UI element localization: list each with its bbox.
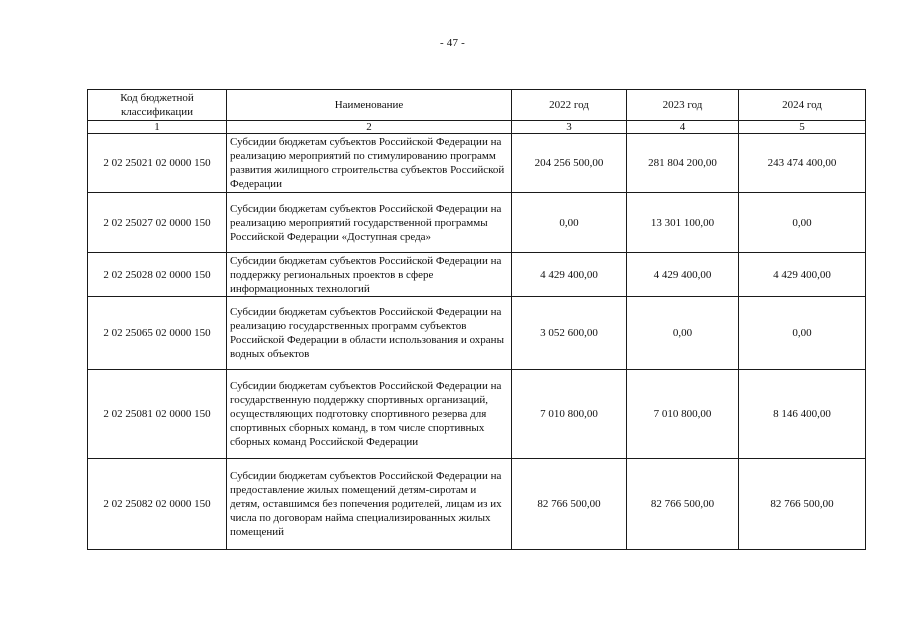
name-cell: Субсидии бюджетам субъектов Российской Федерации на государственную поддержку спортивных организаций, осуществляющих подготовку спортивного резерва для спортивных сборных команд, в том числе спортивных сборных команд Российской Федерации (227, 370, 512, 459)
budget-code-cell: 2 02 25082 02 0000 150 (88, 459, 227, 550)
name-cell: Субсидии бюджетам субъектов Российской Федерации на реализацию мероприятий по стимулированию программ развития жилищного строительства субъектов Российской Федерации (227, 134, 512, 193)
amount-2023-cell: 7 010 800,00 (627, 370, 739, 459)
table-row (88, 134, 866, 193)
amount-2022-cell: 82 766 500,00 (512, 459, 627, 550)
table-row (88, 253, 866, 297)
amount-2024-cell: 8 146 400,00 (739, 370, 866, 459)
budget-code-cell: 2 02 25081 02 0000 150 (88, 370, 227, 459)
amount-2023-cell: 0,00 (627, 297, 739, 370)
name-cell: Субсидии бюджетам субъектов Российской Федерации на поддержку региональных проектов в сфере информационных технологий (227, 253, 512, 297)
amount-2024-cell: 243 474 400,00 (739, 134, 866, 193)
table-row (88, 459, 866, 550)
amount-2024-cell: 0,00 (739, 297, 866, 370)
table-row (88, 297, 866, 370)
amount-2024-cell: 4 429 400,00 (739, 253, 866, 297)
name-cell: Субсидии бюджетам субъектов Российской Федерации на реализацию государственных программ субъектов Российской Федерации в области использования и охраны водных объектов (227, 297, 512, 370)
column-number-row (88, 121, 866, 134)
amount-2023-cell: 13 301 100,00 (627, 193, 739, 253)
amount-2023-cell: 4 429 400,00 (627, 253, 739, 297)
column-number: 4 (627, 121, 739, 134)
amount-2022-cell: 0,00 (512, 193, 627, 253)
budget-code-cell: 2 02 25028 02 0000 150 (88, 253, 227, 297)
column-number: 5 (739, 121, 866, 134)
table-header-row (88, 90, 866, 121)
page-number: - 47 - (439, 37, 466, 49)
amount-2024-cell: 0,00 (739, 193, 866, 253)
table-row (88, 370, 866, 459)
name-cell: Субсидии бюджетам субъектов Российской Федерации на предоставление жилых помещений детям-сиротам и детям, оставшимся без попечения родителей, лицам из их числа по договорам найма специализированных жилых помещений (227, 459, 512, 550)
header-year-2024: 2024 год (739, 90, 866, 121)
column-number: 1 (88, 121, 227, 134)
amount-2022-cell: 4 429 400,00 (512, 253, 627, 297)
amount-2024-cell: 82 766 500,00 (739, 459, 866, 550)
header-year-2022: 2022 год (512, 90, 627, 121)
amount-2022-cell: 204 256 500,00 (512, 134, 627, 193)
header-budget-code: Код бюджетной классификации (88, 90, 227, 121)
amount-2023-cell: 82 766 500,00 (627, 459, 739, 550)
budget-code-cell: 2 02 25021 02 0000 150 (88, 134, 227, 193)
amount-2023-cell: 281 804 200,00 (627, 134, 739, 193)
header-name: Наименование (227, 90, 512, 121)
name-cell: Субсидии бюджетам субъектов Российской Федерации на реализацию мероприятий государственной программы Российской Федерации «Доступная среда» (227, 193, 512, 253)
budget-code-cell: 2 02 25027 02 0000 150 (88, 193, 227, 253)
table-row (88, 193, 866, 253)
budget-code-cell: 2 02 25065 02 0000 150 (88, 297, 227, 370)
header-year-2023: 2023 год (627, 90, 739, 121)
budget-table (87, 89, 866, 550)
column-number: 3 (512, 121, 627, 134)
column-number: 2 (227, 121, 512, 134)
amount-2022-cell: 3 052 600,00 (512, 297, 627, 370)
amount-2022-cell: 7 010 800,00 (512, 370, 627, 459)
